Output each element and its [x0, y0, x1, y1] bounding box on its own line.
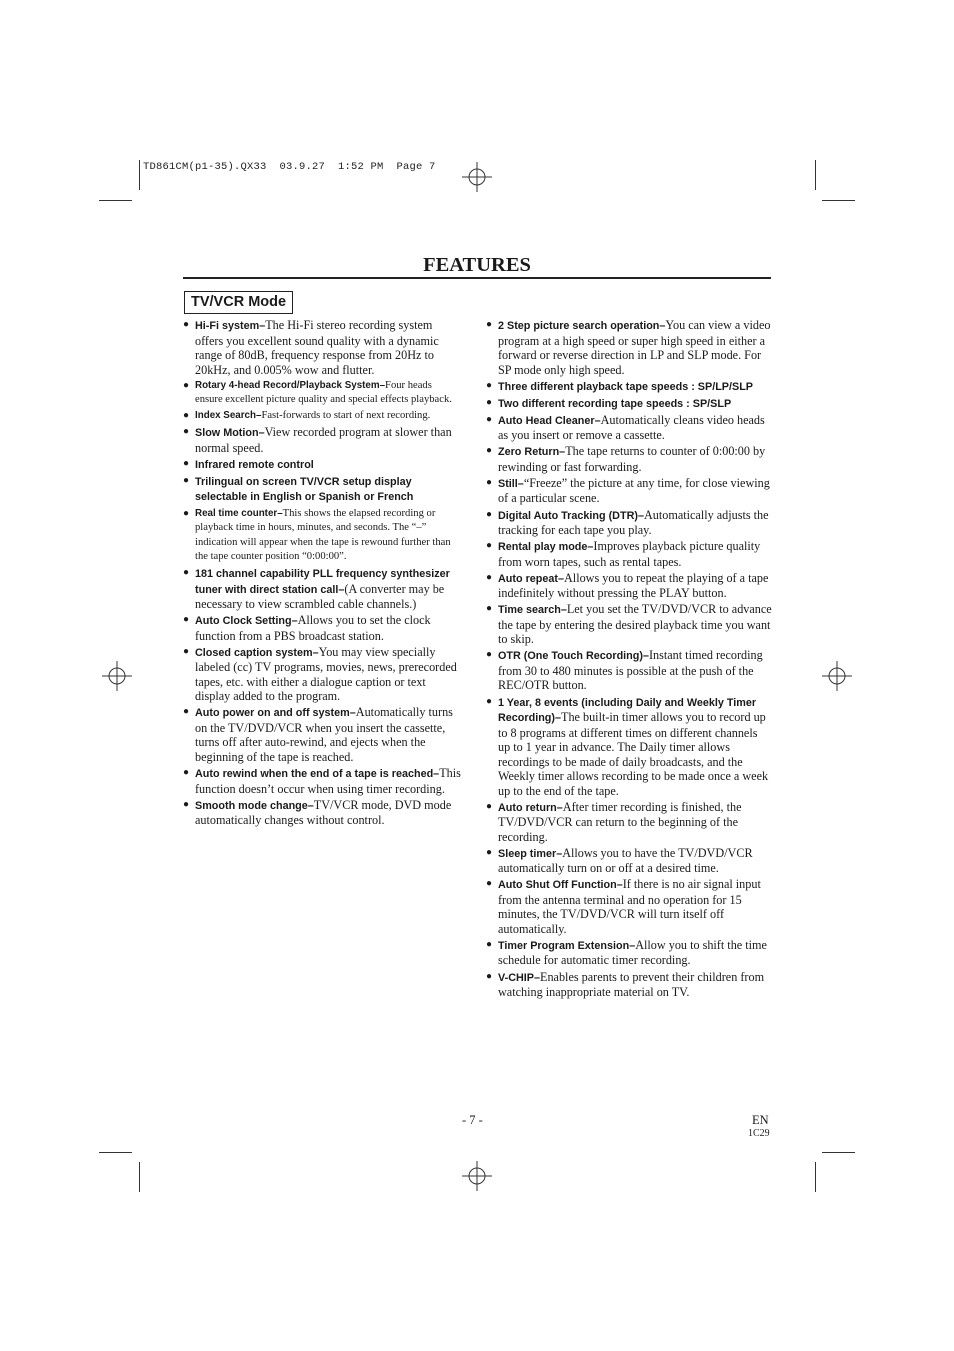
feature-item	[486, 379, 772, 395]
feature-item	[183, 766, 461, 796]
crop-mark	[815, 160, 816, 190]
feature-label: Auto Clock Setting–	[195, 615, 298, 628]
feature-label: Auto repeat–	[498, 572, 564, 585]
feature-text: Allows you to have the TV/DVD/VCR automatically turn on or off at a desired time.	[498, 845, 753, 876]
feature-text: Four heads ensure excellent picture quality and special effects playback.	[195, 379, 452, 406]
feature-label: Timer Program Extension–	[498, 939, 636, 952]
bullet-icon: ●	[486, 445, 493, 457]
bullet-icon: ●	[486, 649, 493, 661]
bullet-icon: ●	[183, 767, 190, 779]
bullet-icon: ●	[183, 706, 190, 718]
bullet-icon: ●	[486, 319, 493, 330]
feature-label: Auto Shut Off Function–	[498, 879, 623, 892]
feature-text: After timer recording is finished, the TV/DVD/VCR can return to the beginning of the recording.	[498, 799, 742, 844]
feature-label: Trilingual on screen TV/VCR setup display selectable in English or Spanish or French	[195, 475, 414, 504]
crop-mark	[815, 1162, 816, 1192]
feature-item	[486, 318, 772, 377]
feature-label: Time search–	[498, 604, 567, 617]
page-title: FEATURES	[423, 254, 531, 276]
feature-label: Smooth mode change–	[195, 799, 314, 812]
feature-label: OTR (One Touch Recording)–	[498, 650, 649, 663]
feature-text: Allow you to shift the time schedule for automatic timer recording.	[498, 937, 767, 968]
feature-text: TV/VCR mode, DVD mode automatically changes without control.	[195, 797, 452, 828]
feature-label: Digital Auto Tracking (DTR)–	[498, 509, 644, 522]
feature-text: Allows you to repeat the playing of a tape indefinitely without pressing the PLAY button.	[498, 570, 769, 601]
feature-text: The tape returns to counter of 0:00:00 by rewinding or fast forwarding.	[498, 444, 766, 474]
crop-mark	[139, 1162, 140, 1192]
bullet-icon: ●	[183, 379, 190, 391]
right-feature-column	[486, 318, 772, 1001]
bullet-icon: ●	[486, 800, 493, 812]
feature-text: This shows the elapsed recording or playback time in hours, minutes, and seconds. The “–” indication will appear when the tape is rewound further than the tape counter position “0:00:00”.	[195, 507, 451, 563]
feature-text: View recorded program at slower than normal speed.	[195, 425, 452, 455]
feature-item	[183, 425, 461, 455]
bullet-icon: ●	[183, 457, 190, 469]
feature-item	[183, 645, 461, 704]
bullet-icon: ●	[486, 603, 493, 615]
feature-label: 181 channel capability PLL frequency synthesizer tuner with direct station call–	[195, 568, 450, 596]
feature-label: Auto Head Cleaner–	[498, 414, 601, 427]
page-number: - 7 -	[462, 1113, 483, 1127]
feature-label: Three different playback tape speeds : SP/LP/SLP	[498, 380, 754, 393]
bullet-icon: ●	[486, 476, 493, 488]
bullet-icon: ●	[486, 878, 493, 890]
language-code: EN	[752, 1113, 769, 1127]
bullet-icon: ●	[183, 319, 190, 330]
feature-label: Still–	[498, 477, 524, 490]
feature-text: Allows you to set the clock function from a PBS broadcast station.	[195, 613, 431, 643]
bullet-icon: ●	[486, 571, 493, 583]
crop-mark	[822, 200, 855, 201]
feature-item	[183, 318, 461, 377]
feature-text: Automatically turns on the TV/DVD/VCR when you insert the cassette, turns off after auto-rewind, and ejects when the beginning of the tape is reached.	[195, 705, 453, 764]
feature-label: Slow Motion–	[195, 427, 265, 440]
feature-item	[486, 877, 772, 936]
feature-item	[183, 566, 461, 612]
left-feature-column	[183, 318, 461, 829]
feature-text: Enables parents to prevent their children from watching inappropriate material on TV.	[498, 969, 765, 999]
title-divider	[183, 277, 771, 279]
feature-text: Automatically cleans video heads as you insert or remove a cassette.	[498, 412, 765, 443]
feature-text: This function doesn’t occur when using timer recording.	[195, 766, 461, 796]
bullet-icon: ●	[183, 474, 190, 486]
feature-text: Let you set the TV/DVD/VCR to advance the tape by entering the desired playback time you want to skip.	[498, 602, 772, 647]
feature-item	[486, 970, 772, 1000]
bullet-icon: ●	[183, 798, 190, 810]
feature-label: 2 Step picture search operation–	[498, 320, 666, 332]
feature-label: Sleep timer–	[498, 847, 563, 860]
feature-item	[183, 705, 461, 764]
feature-item	[486, 571, 772, 601]
crop-mark	[99, 200, 132, 201]
feature-label: Zero Return–	[498, 446, 566, 459]
feature-item	[486, 476, 772, 506]
feature-text: Automatically adjusts the tracking for each tape you play.	[498, 507, 769, 538]
bullet-icon: ●	[486, 379, 493, 391]
bullet-icon: ●	[183, 567, 190, 579]
bullet-icon: ●	[486, 413, 493, 425]
bullet-icon: ●	[486, 970, 493, 982]
feature-label: V-CHIP–	[498, 971, 541, 984]
registration-mark-icon	[462, 1161, 492, 1191]
crop-mark	[822, 1152, 855, 1153]
crop-mark	[139, 160, 140, 190]
feature-text: “Freeze” the picture at any time, for close viewing of a particular scene.	[498, 475, 770, 506]
bullet-icon: ●	[486, 695, 493, 707]
feature-text: (A converter may be necessary to view scrambled cable channels.)	[195, 581, 445, 612]
feature-text: The Hi-Fi stereo recording system offers you excellent sound quality with a dynamic range of 80dB, frequency response from 20Hz to 20kHz, and 0.005% wow and flutter.	[195, 318, 439, 377]
feature-label: 1 Year, 8 events (including Daily and Weekly Timer Recording)–	[498, 696, 757, 725]
bullet-icon: ●	[183, 426, 190, 438]
feature-item	[183, 613, 461, 643]
registration-mark-icon	[462, 162, 492, 192]
feature-item	[486, 800, 772, 845]
feature-label: Real time counter–	[195, 507, 283, 519]
bullet-icon: ●	[486, 540, 493, 552]
feature-item	[486, 938, 772, 968]
feature-label: Rotary 4-head Record/Playback System–	[195, 379, 386, 391]
feature-label: Auto power on and off system–	[195, 707, 356, 720]
feature-text: Fast-forwards to start of next recording.	[261, 410, 431, 422]
feature-text: The built-in timer allows you to record up to 8 programs at different times on different channels up to 1 year in advance. The Daily timer allows recordings to be made of daily broadcasts, and the Weekly timer allows recording to be made once a week up to the end of the tape.	[498, 710, 769, 798]
feature-item	[486, 539, 772, 569]
feature-label: Two different recording tape speeds : SP/SLP	[498, 397, 732, 410]
feature-label: Hi-Fi system–	[195, 320, 266, 332]
registration-mark-icon	[822, 661, 852, 691]
feature-label: Closed caption system–	[195, 646, 319, 659]
feature-item	[183, 379, 461, 408]
bullet-icon: ●	[183, 507, 190, 519]
feature-label: Index Search–	[195, 410, 262, 422]
feature-item	[486, 396, 772, 412]
feature-item	[486, 695, 772, 799]
feature-item	[486, 846, 772, 876]
document-code: 1C29	[748, 1128, 770, 1139]
bullet-icon: ●	[183, 410, 190, 422]
crop-mark	[99, 1152, 132, 1153]
print-slug: TD861CM(p1-35).QX33 03.9.27 1:52 PM Page 7	[143, 161, 436, 173]
bullet-icon: ●	[183, 645, 190, 657]
section-heading: TV/VCR Mode	[184, 291, 293, 314]
feature-text: Instant timed recording from 30 to 480 minutes is possible at the push of the REC/OTR button.	[498, 648, 763, 693]
feature-item	[183, 507, 461, 565]
feature-label: Auto rewind when the end of a tape is reached–	[195, 768, 440, 781]
bullet-icon: ●	[486, 938, 493, 950]
feature-item	[183, 798, 461, 828]
feature-item	[183, 457, 461, 473]
feature-label: Rental play mode–	[498, 541, 594, 554]
feature-item	[486, 444, 772, 474]
feature-item	[183, 474, 461, 505]
feature-text: You may view specially labeled (cc) TV programs, movies, news, prerecorded tapes, etc. with either a dialogue caption or text display added to the program.	[195, 644, 457, 704]
registration-mark-icon	[102, 661, 132, 691]
feature-item	[183, 409, 461, 424]
feature-text: If there is no air signal input from the antenna terminal and no operation for 15 minutes, the TV/DVD/VCR will turn itself off automatically.	[498, 877, 761, 936]
bullet-icon: ●	[486, 396, 493, 408]
feature-text: You can view a video program at a high speed or super high speed in either a forward or reverse direction in LP and SLP mode. For SP mode only high speed.	[498, 318, 771, 377]
bullet-icon: ●	[183, 614, 190, 626]
feature-item	[486, 413, 772, 443]
feature-text: Improves playback picture quality from worn tapes, such as rental tapes.	[498, 539, 761, 569]
feature-label: Auto return–	[498, 801, 563, 814]
feature-item	[486, 648, 772, 693]
feature-label: Infrared remote control	[195, 458, 314, 471]
bullet-icon: ●	[486, 508, 493, 520]
bullet-icon: ●	[486, 846, 493, 858]
feature-item	[486, 508, 772, 538]
feature-item	[486, 602, 772, 647]
